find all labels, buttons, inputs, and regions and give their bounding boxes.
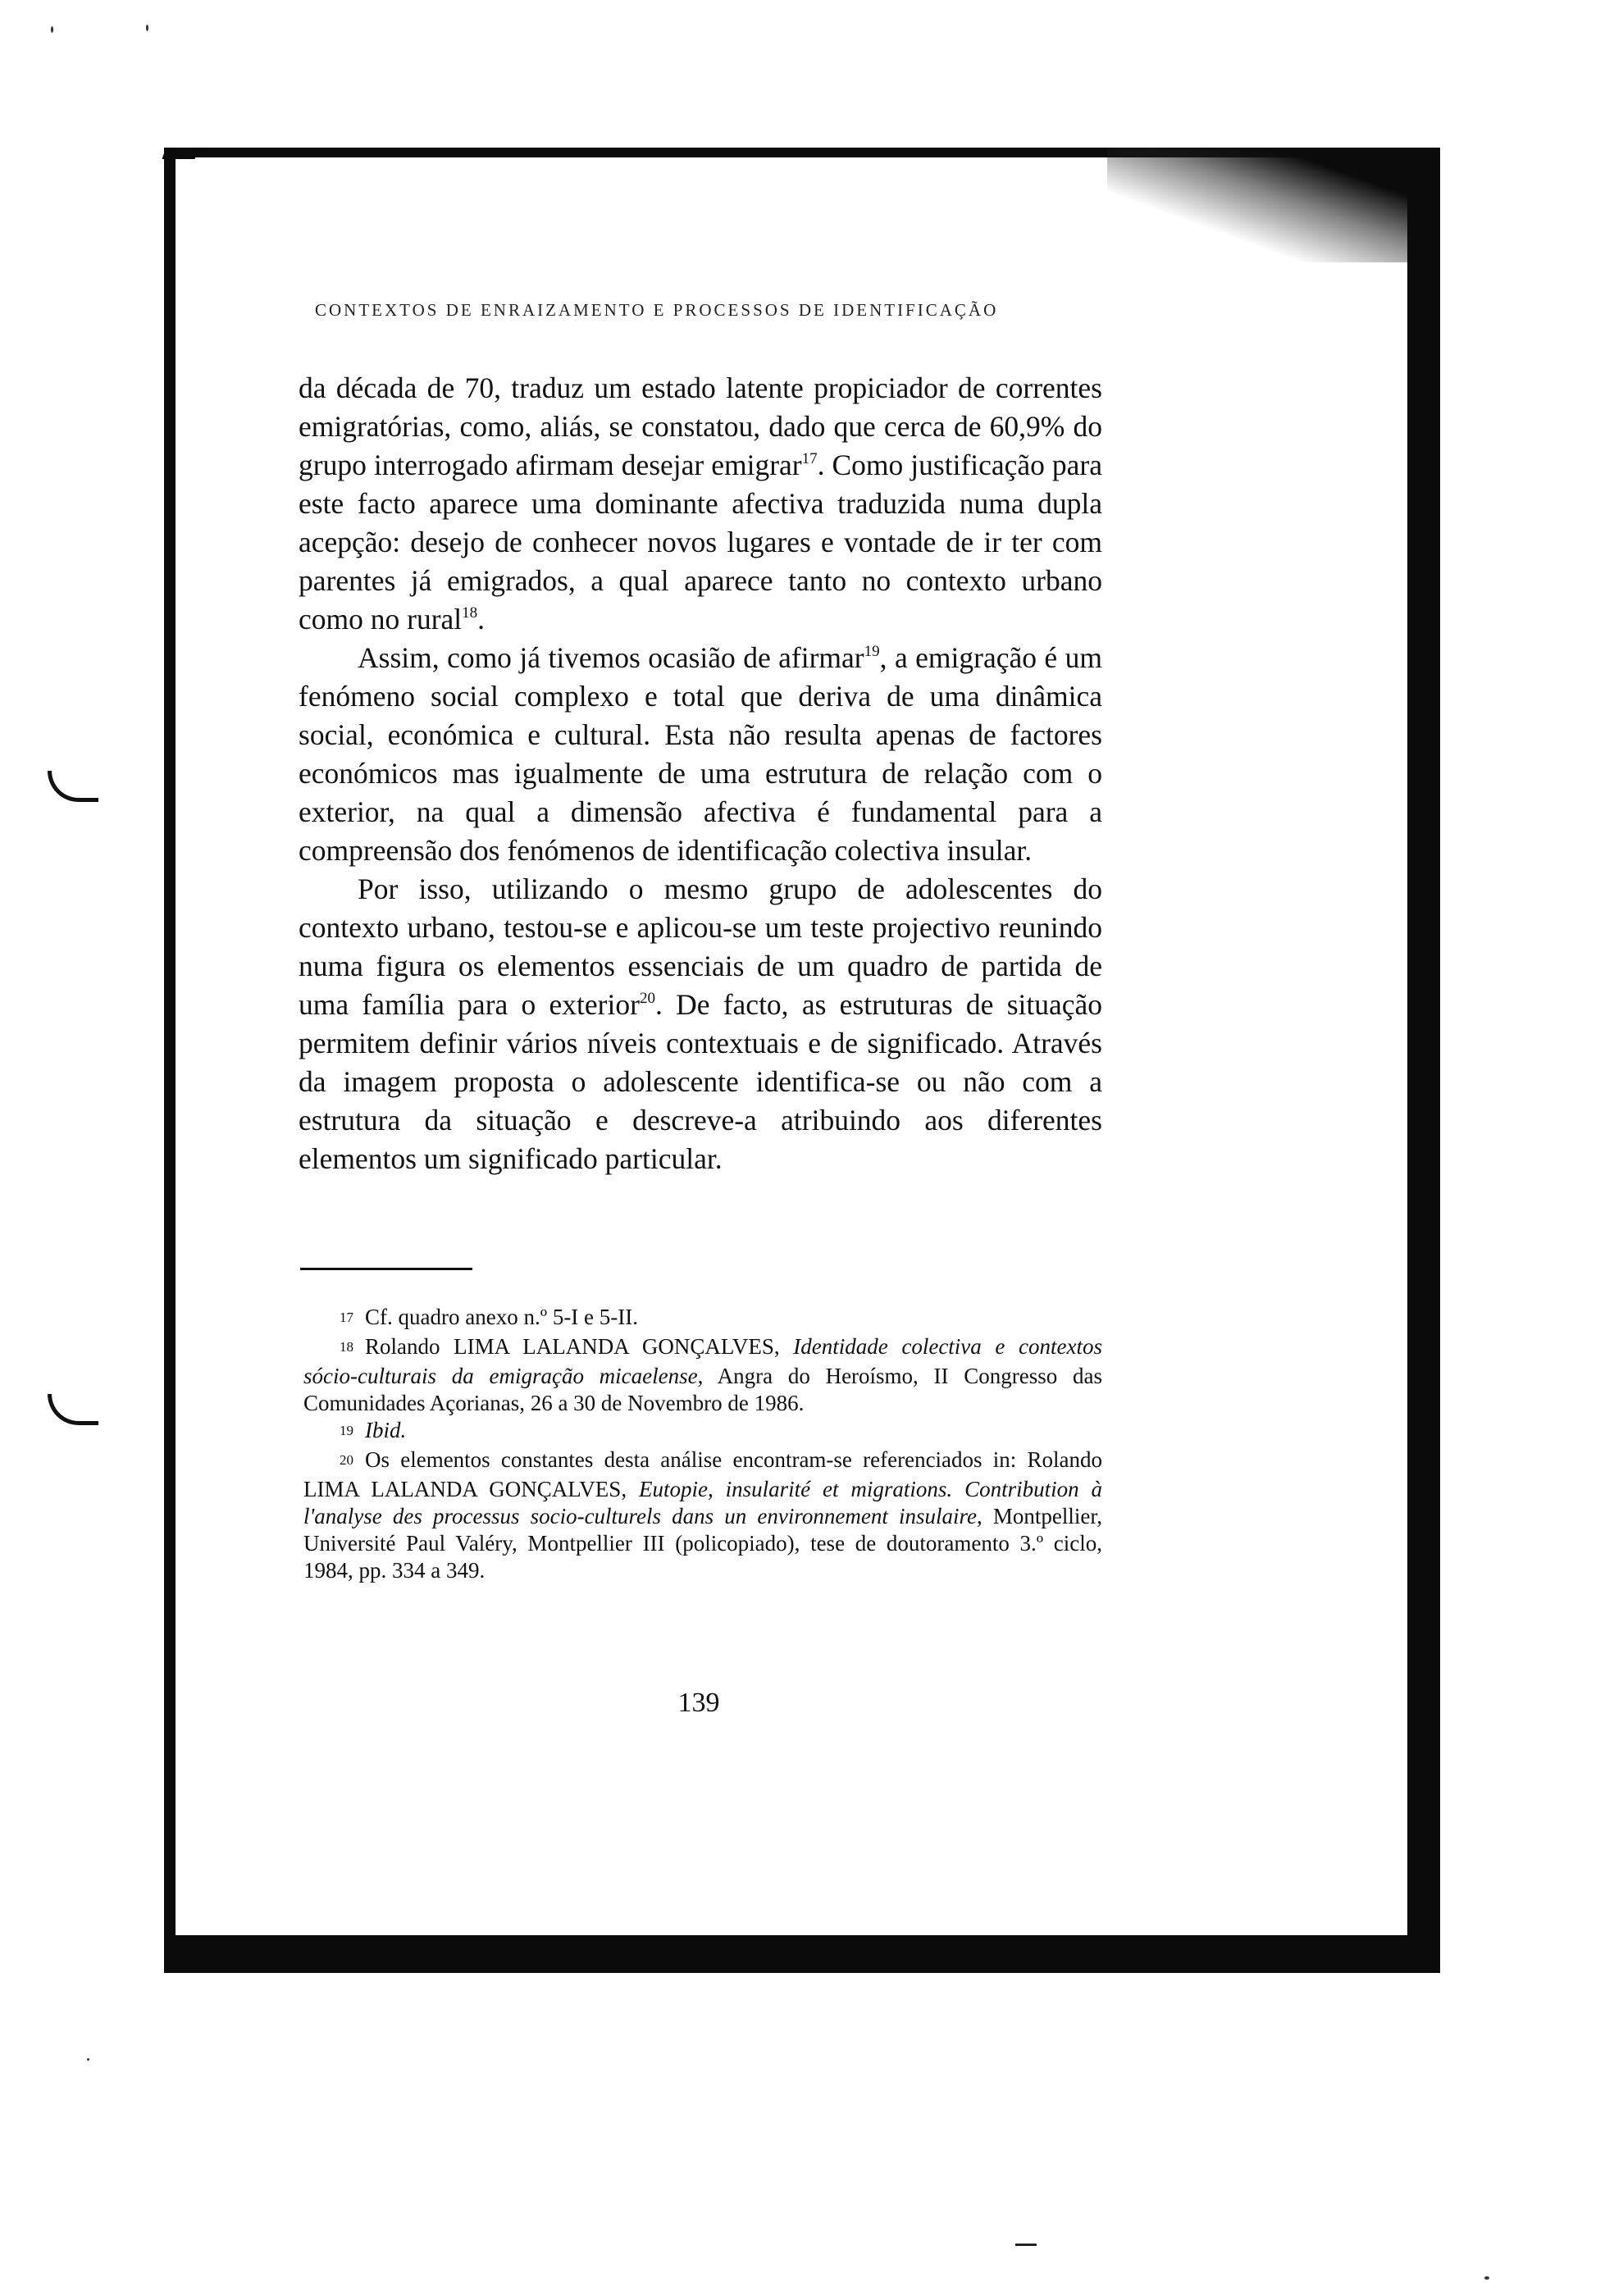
text-run: Rolando LIMA LALANDA GONÇALVES, xyxy=(365,1334,794,1359)
scan-speck xyxy=(146,25,148,31)
page-number: 139 xyxy=(677,1688,720,1718)
footnote-reference: 18 xyxy=(462,604,478,622)
text-run: . Como justificação para este facto aparece uma dominante afectiva traduzida numa dupla acepção: desejo de conhecer novos lugares e vontade de ir ter com parentes já emigrados, a qual aparece tanto no contexto urbano como no rural xyxy=(299,449,1102,636)
footnote xyxy=(303,1333,1102,1417)
footnote-text xyxy=(365,1418,406,1442)
scan-mark xyxy=(1015,2244,1037,2246)
scan-border-left xyxy=(164,148,176,1968)
footnote xyxy=(303,1446,1102,1584)
paragraph-1 xyxy=(299,369,1102,639)
text-run: , Angra do Heroísmo, II Congresso das Comunidades Açorianas, 26 a 30 de Novembro de 1986. xyxy=(303,1364,1102,1415)
scan-speck xyxy=(1484,2276,1489,2280)
italic-title: Identidade colectiva e contextos sócio-culturais da emigração micaelense xyxy=(303,1334,1102,1388)
footnote-separator xyxy=(300,1268,472,1270)
text-run: Assim, como já tivemos ocasião de afirmar xyxy=(358,641,864,674)
scan-border-right xyxy=(1407,148,1440,1952)
scan-border-bottom xyxy=(164,1935,1440,1973)
footnote-number: 18 xyxy=(340,1339,353,1355)
scan-speck xyxy=(51,26,53,33)
text-run: Cf. quadro anexo n.º 5-I e 5-II. xyxy=(365,1305,639,1329)
footnote-text xyxy=(303,1334,1102,1415)
paragraph-2 xyxy=(299,639,1102,870)
running-header: CONTEXTOS DE ENRAIZAMENTO E PROCESSOS DE IDENTIFICAÇÃO xyxy=(315,300,999,320)
italic-title: Ibid. xyxy=(365,1418,407,1442)
left-margin-bracket-mark xyxy=(48,771,98,802)
text-run: , a emigração é um fenómeno social complexo e total que deriva de uma dinâmica social, económica e cultural. Esta não resulta apenas de factores económicos mas igualmente de uma estrutura de relação com o exterior, na qual a dimensão afectiva é fundamental para a compreensão dos fenómenos de identificação colectiva insular. xyxy=(299,641,1102,867)
footnote-number: 20 xyxy=(340,1452,353,1468)
footnotes xyxy=(303,1304,1102,1584)
left-margin-bracket-mark xyxy=(48,1394,98,1425)
text-run: , Montpellier, Université Paul Valéry, Montpellier III (policopiado), tese de doutoramento 3.º ciclo, 1984, pp. 334 a 349. xyxy=(303,1504,1102,1583)
footnote-number: 19 xyxy=(340,1423,353,1438)
scan-border-left-hook xyxy=(162,148,198,159)
text-run: Por isso, utilizando o mesmo grupo de adolescentes do contexto urbano, testou-se e aplicou-se um teste projectivo reunindo numa figura os elementos essenciais de um quadro de partida de uma família para o exterior xyxy=(299,872,1102,1021)
footnote-reference: 17 xyxy=(801,450,818,467)
footnote-reference: 20 xyxy=(639,990,655,1007)
text-run: . De facto, as estruturas de situação permitem definir vários níveis contextuais e de significado. Através da imagem proposta o adolescente identifica-se ou não com a estrutura da situação e descreve-a atribuindo aos diferentes elementos um significado particular. xyxy=(299,988,1103,1175)
paragraph-3 xyxy=(299,870,1102,1178)
footnote-reference: 19 xyxy=(864,643,880,660)
footnote-text xyxy=(303,1447,1102,1583)
italic-title: Eutopie, insularité et migrations. Contribution à l'analyse des processus socio-culturels dans un environnement insulaire xyxy=(303,1477,1103,1528)
text-run: da década de 70, traduz um estado latente propiciador de correntes emigratórias, como, aliás, se constatou, dado que cerca de 60,9% do grupo interrogado afirmam desejar emigrar xyxy=(299,371,1102,481)
text-run: Os elementos constantes desta análise encontram-se referenciados in: Rolando LIMA LALANDA GONÇALVES, xyxy=(303,1447,1102,1501)
text-run: . xyxy=(477,603,486,636)
body-text xyxy=(299,369,1102,1178)
footnote xyxy=(303,1417,1102,1446)
footnote-number: 17 xyxy=(340,1310,353,1325)
scan-shadow-top-right xyxy=(1107,148,1437,262)
footnote xyxy=(303,1304,1102,1333)
scan-speck xyxy=(87,2058,89,2061)
footnote-text xyxy=(365,1305,638,1329)
